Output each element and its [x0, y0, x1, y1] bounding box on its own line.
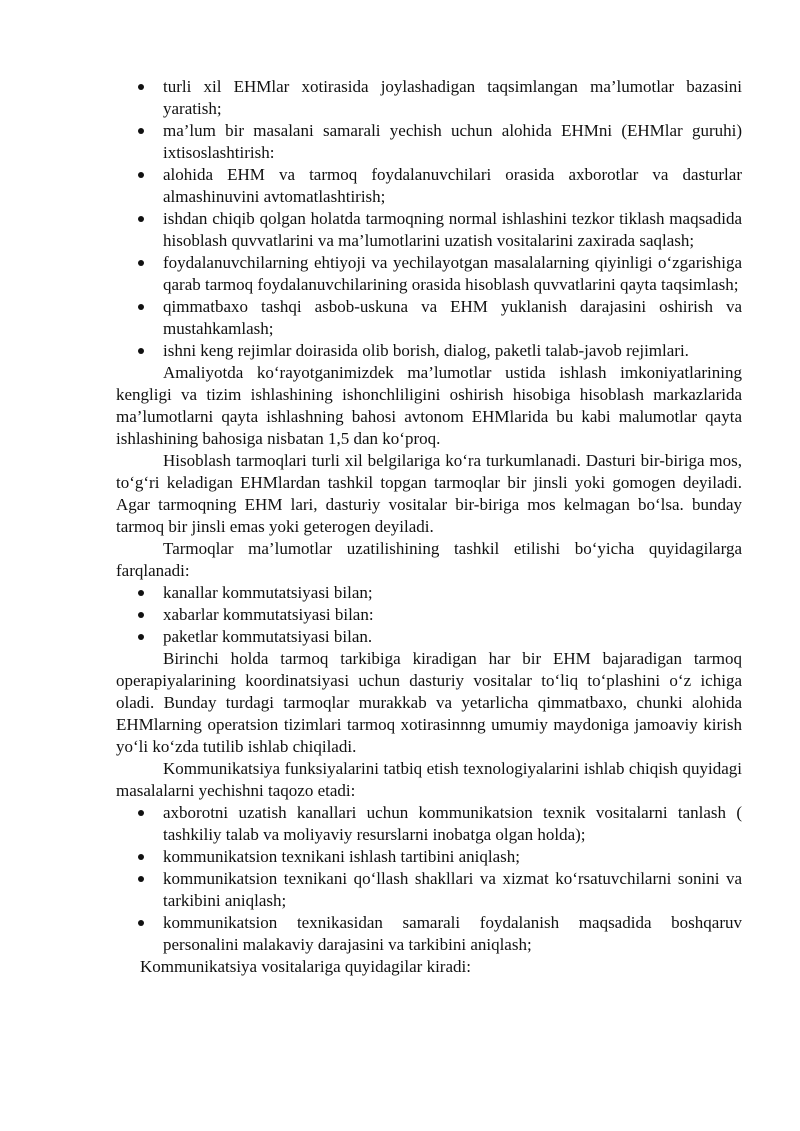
list-item-text: alohida EHM va tarmoq foydalanuvchilari orasida axborotlar va dasturlar almashinuvini avtomatlashtirish;: [163, 165, 742, 206]
bullet-icon: [138, 810, 144, 816]
bullet-icon: [138, 348, 144, 354]
bullet-list-switching: [116, 582, 742, 648]
bullet-icon: [138, 84, 144, 90]
list-item-text: kommunikatsion texnikani ishlash tartibini aniqlash;: [163, 847, 520, 866]
list-item: [116, 868, 742, 912]
paragraph-tail: Kommunikatsiya vositalariga quyidagilar kiradi:: [140, 957, 471, 976]
list-item-text: kommunikatsion texnikasidan samarali foydalanish maqsadida boshqaruv personalini malakaviy darajasini va tarkibini aniqlash;: [163, 913, 742, 954]
list-item: [116, 582, 742, 604]
list-item-text: kanallar kommutatsiyasi bilan;: [163, 583, 373, 602]
paragraph-practice: Amaliyotda ko‘rayotganimizdek ma’lumotlar ustida ishlash imkoniyatlarining kengligi va tizim ishlashining ishonchliligini oshirish hisobiga hisoblash markazlarida ma’lumotlarni qayta ishlashning bahosi avtonom EHMlarida bu kabi malumotlar qayta ishlashining bahosiga nisbatan 1,5 dan ko‘proq.: [116, 363, 742, 448]
list-item: [116, 802, 742, 846]
list-item-text: xabarlar kommutatsiyasi bilan:: [163, 605, 374, 624]
bullet-icon: [138, 612, 144, 618]
paragraph-communication: Kommunikatsiya funksiyalarini tatbiq etish texnologiyalarini ishlab chiqish quyidagi masalalarni yechishni taqozo etadi:: [116, 759, 742, 800]
list-item: [116, 296, 742, 340]
list-item: [116, 164, 742, 208]
list-item-text: kommunikatsion texnikani qo‘llash shakllari va xizmat ko‘rsatuvchilarni sonini va tarkibini aniqlash;: [163, 869, 742, 910]
list-item-text: turli xil EHMlar xotirasida joylashadigan taqsimlangan ma’lumotlar bazasini yaratish;: [163, 77, 742, 118]
list-item: [116, 76, 742, 120]
bullet-icon: [138, 590, 144, 596]
paragraph-transfer-types: Tarmoqlar ma’lumotlar uzatilishining tashkil etilishi bo‘yicha quyidagilarga farqlanadi:: [116, 539, 742, 580]
bullet-icon: [138, 216, 144, 222]
bullet-list-goals: [116, 76, 742, 362]
bullet-icon: [138, 920, 144, 926]
bullet-icon: [138, 260, 144, 266]
paragraph-classification: Hisoblash tarmoqlari turli xil belgilariga ko‘ra turkumlanadi. Dasturi bir-biriga mos, to‘g‘ri keladigan EHMlardan tashkil topgan tarmoqlar bir jinsli yoki gomogen deyiladi. Agar tarmoqning EHM lari, dasturiy vositalar bir-biriga mos kelmagan bo‘lsa. bunday tarmoq bir jinsli emas yoki geterogen deyiladi.: [116, 451, 742, 536]
list-item-text: axborotni uzatish kanallari uchun kommunikatsion texnik vositalarni tanlash ( tashkiliy talab va moliyaviy resurslarni inobatga olgan holda);: [163, 803, 742, 844]
list-item: [116, 252, 742, 296]
paragraph-first-case: Birinchi holda tarmoq tarkibiga kiradigan har bir EHM bajaradigan tarmoq operapiyalarining koordinatsiyasi uchun dasturiy vositalar to‘liq to‘plashini o‘z ichiga oladi. Bunday turdagi tarmoqlar murakkab va yetarlicha qimmatbaxo, chunki alohida EHMlarning operatsion tizimlari tarmoq xotirasinnng umumiy maydoniga jamoaviy kirish yo‘li ko‘zda tutilib ishlab chiqiladi.: [116, 649, 742, 756]
list-item-text: foydalanuvchilarning ehtiyoji va yechilayotgan masalalarning qiyinligi o‘zgarishiga qarab tarmoq foydalanuvchilarining orasida hisoblash quvvatlarini qayta taqsimlash;: [163, 253, 742, 294]
list-item: [116, 208, 742, 252]
list-item: [116, 604, 742, 626]
list-item: [116, 340, 742, 362]
bullet-icon: [138, 304, 144, 310]
bullet-icon: [138, 172, 144, 178]
bullet-icon: [138, 128, 144, 134]
list-item-text: qimmatbaxo tashqi asbob-uskuna va EHM yuklanish darajasini oshirish va mustahkamlash;: [163, 297, 742, 338]
list-item-text: ishdan chiqib qolgan holatda tarmoqning normal ishlashini tezkor tiklash maqsadida hisoblash quvvatlarini va ma’lumotlarini uzatish vositalarini zaxirada saqlash;: [163, 209, 742, 250]
bullet-list-tasks: [116, 802, 742, 956]
list-item-text: ma’lum bir masalani samarali yechish uchun alohida EHMni (EHMlar guruhi) ixtisoslashtirish:: [163, 121, 742, 162]
list-item: [116, 626, 742, 648]
list-item-text: ishni keng rejimlar doirasida olib borish, dialog, paketli talab-javob rejimlari.: [163, 341, 689, 360]
list-item-text: paketlar kommutatsiyasi bilan.: [163, 627, 373, 646]
list-item: [116, 912, 742, 956]
list-item: [116, 120, 742, 164]
bullet-icon: [138, 854, 144, 860]
bullet-icon: [138, 876, 144, 882]
list-item: [116, 846, 742, 868]
bullet-icon: [138, 634, 144, 640]
